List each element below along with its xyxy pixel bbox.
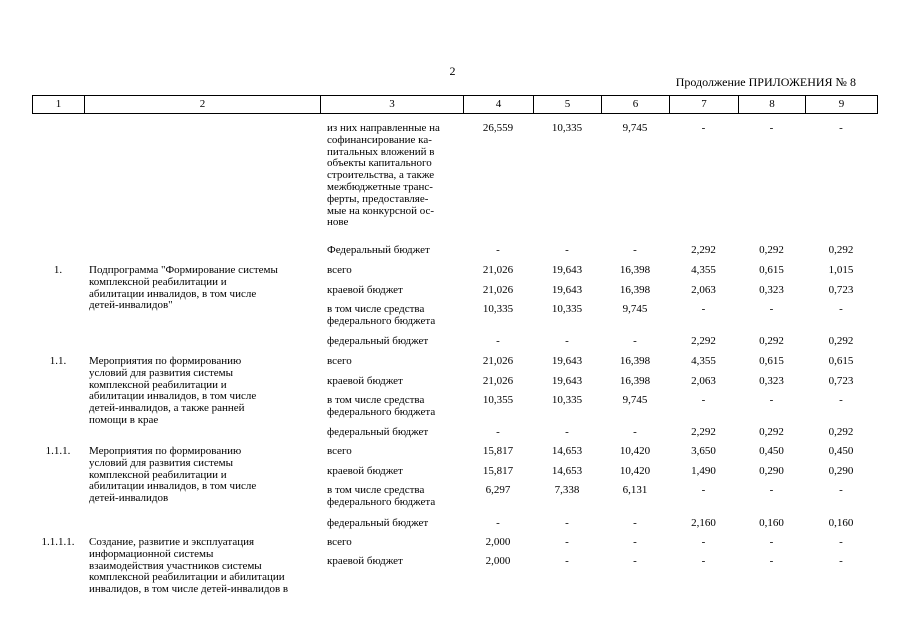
value-col-5: -	[565, 244, 569, 256]
funding-source-label: в том числе средства	[327, 303, 425, 315]
section-title-line: детей-инвалидов, а также ранней	[89, 402, 245, 415]
value-col-6: -	[633, 555, 637, 567]
value-col-5: 10,335	[551, 122, 583, 134]
value-col-8: 0,323	[759, 284, 784, 296]
value-col-9: 0,292	[828, 426, 854, 438]
value-col-9: 0,290	[828, 465, 854, 477]
value-col-6: -	[633, 426, 637, 438]
value-col-9: 0,160	[828, 517, 854, 529]
header-col-3: 3	[321, 96, 464, 114]
value-col-5: -	[565, 517, 569, 529]
value-col-9: 0,292	[828, 335, 854, 347]
header-col-5: 5	[534, 96, 602, 114]
funding-source-label: федеральный бюджет	[327, 517, 429, 529]
funding-source-label: федерального бюджета	[327, 495, 436, 508]
value-col-5: 19,643	[551, 284, 583, 296]
value-col-4: -	[496, 517, 500, 529]
value-col-6: 9,745	[622, 394, 648, 406]
value-col-8: -	[769, 555, 774, 567]
value-col-4: 15,817	[482, 445, 514, 457]
funding-source-label: ферты, предоставляе-	[327, 192, 429, 205]
table-header	[32, 95, 878, 114]
continuation-label: Продолжение ПРИЛОЖЕНИЯ № 8	[675, 75, 856, 89]
value-col-8: 0,450	[759, 445, 784, 457]
funding-source-label: объекты капитального	[327, 157, 432, 170]
section-title-line: информационной системы	[89, 547, 214, 560]
value-col-5: -	[565, 335, 569, 347]
funding-source-label: федерального бюджета	[327, 314, 436, 327]
funding-source-label: в том числе средства	[327, 484, 425, 496]
value-col-4: 2,000	[485, 536, 511, 548]
value-col-4: 15,817	[482, 465, 514, 477]
section-title-line: абилитации инвалидов, в том числе	[89, 287, 257, 300]
funding-source-label: из них направленные на	[327, 122, 440, 134]
value-col-6: -	[633, 244, 637, 256]
value-col-4: 21,026	[482, 284, 514, 296]
value-col-9: 0,723	[828, 375, 854, 387]
value-col-6: -	[633, 536, 637, 548]
header-col-7: 7	[670, 96, 739, 114]
value-col-9: -	[839, 484, 843, 496]
value-col-6: -	[633, 517, 637, 529]
value-col-6: 9,745	[622, 122, 648, 134]
value-col-8: 0,292	[759, 244, 784, 256]
header-col-6: 6	[602, 96, 670, 114]
value-col-9: -	[839, 536, 843, 548]
value-col-5: 7,338	[554, 484, 580, 496]
value-col-7: -	[701, 394, 706, 406]
page-number: 2	[449, 64, 456, 78]
value-col-9: 0,292	[828, 244, 854, 256]
section-number: 1.1.1.	[45, 445, 71, 457]
funding-source-label: всего	[327, 445, 352, 457]
section-number: 1.1.1.1.	[41, 536, 75, 548]
value-col-5: 19,643	[551, 264, 583, 276]
funding-source-label: мые на конкурсной ос-	[327, 204, 435, 217]
value-col-4: -	[496, 244, 500, 256]
section-title-line: Подпрограмма "Формирование системы	[89, 264, 278, 276]
value-col-4: 6,297	[485, 484, 511, 496]
value-col-7: -	[701, 303, 706, 315]
funding-source-label: питальных вложений в	[327, 145, 435, 158]
funding-source-label: всего	[327, 536, 352, 548]
value-col-7: 3,650	[691, 445, 716, 457]
value-col-5: -	[565, 536, 569, 548]
funding-source-label: нове	[327, 216, 349, 229]
funding-source-label: межбюджетные транс-	[327, 181, 433, 193]
value-col-4: 21,026	[482, 264, 514, 276]
value-col-4: 10,355	[482, 394, 514, 406]
header-col-4: 4	[464, 96, 534, 114]
value-col-5: 14,653	[551, 465, 583, 477]
section-title-line: комплексной реабилитации и	[89, 378, 227, 391]
value-col-6: 16,398	[619, 355, 651, 367]
section-title-line: взаимодействия участников системы	[89, 559, 262, 572]
funding-source-label: софинансирование ка-	[327, 133, 432, 146]
value-col-7: 4,355	[691, 264, 716, 276]
section-title-line: Мероприятия по формированию	[89, 445, 242, 457]
value-col-9: 1,015	[828, 264, 854, 276]
value-col-4: 26,559	[482, 122, 514, 134]
value-col-8: 0,290	[759, 465, 784, 477]
funding-source-label: федеральный бюджет	[327, 426, 429, 438]
funding-source-label: в том числе средства	[327, 394, 425, 406]
funding-source-label: всего	[327, 264, 352, 276]
funding-source-label: строительства, а также	[327, 169, 435, 182]
value-col-7: -	[701, 122, 706, 134]
funding-source-label: федеральный бюджет	[327, 335, 429, 347]
funding-source-label: всего	[327, 355, 352, 367]
value-col-5: -	[565, 555, 569, 567]
value-col-9: 0,615	[828, 355, 854, 367]
value-col-6: 16,398	[619, 284, 651, 296]
funding-source-label: краевой бюджет	[327, 284, 403, 296]
value-col-8: 0,323	[759, 375, 784, 387]
section-title-line: комплексной реабилитации и	[89, 275, 227, 288]
section-title-line: Мероприятия по формированию	[89, 355, 242, 367]
value-col-4: -	[496, 335, 500, 347]
section-title-line: комплексной реабилитации и	[89, 468, 227, 481]
section-title-line: детей-инвалидов	[89, 492, 169, 505]
funding-source-label: Федеральный бюджет	[327, 244, 430, 256]
value-col-9: 0,450	[828, 445, 854, 457]
value-col-8: 0,292	[759, 426, 784, 438]
value-col-4: -	[496, 426, 500, 438]
value-col-5: 19,643	[551, 375, 583, 387]
value-col-7: 2,063	[691, 284, 716, 296]
section-title-line: комплексной реабилитации и абилитации	[89, 571, 285, 584]
value-col-4: 21,026	[482, 375, 514, 387]
header-col-1: 1	[33, 96, 85, 114]
section-title-line: инвалидов, в том числе детей-инвалидов в	[89, 583, 289, 596]
value-col-5: 10,335	[551, 303, 583, 315]
section-number: 1.1.	[49, 355, 67, 367]
value-col-6: -	[633, 335, 637, 347]
section-number: 1.	[53, 264, 63, 276]
value-col-8: 0,615	[759, 355, 784, 367]
value-col-8: 0,292	[759, 335, 784, 347]
value-col-8: -	[769, 484, 774, 496]
value-col-8: 0,615	[759, 264, 784, 276]
value-col-6: 6,131	[622, 484, 648, 496]
value-col-9: 0,723	[828, 284, 854, 296]
value-col-5: 19,643	[551, 355, 583, 367]
funding-source-label: краевой бюджет	[327, 555, 403, 567]
section-title-line: абилитации инвалидов, в том числе	[89, 480, 257, 493]
value-col-9: -	[839, 394, 843, 406]
value-col-6: 10,420	[619, 465, 651, 477]
value-col-7: 2,292	[691, 335, 716, 347]
value-col-6: 16,398	[619, 375, 651, 387]
value-col-8: -	[769, 122, 774, 134]
funding-source-label: федерального бюджета	[327, 405, 436, 418]
header-col-2: 2	[85, 96, 321, 114]
value-col-4: 10,335	[482, 303, 514, 315]
section-title-line: условий для развития системы	[89, 366, 233, 379]
value-col-7: 2,063	[691, 375, 716, 387]
value-col-7: 1,490	[691, 465, 716, 477]
value-col-7: -	[701, 484, 706, 496]
value-col-7: 4,355	[691, 355, 716, 367]
value-col-7: -	[701, 555, 706, 567]
value-col-8: -	[769, 303, 774, 315]
value-col-6: 10,420	[619, 445, 651, 457]
value-col-7: -	[701, 536, 706, 548]
funding-source-label: краевой бюджет	[327, 465, 403, 477]
value-col-7: 2,292	[691, 244, 716, 256]
value-col-9: -	[839, 303, 843, 315]
value-col-6: 16,398	[619, 264, 651, 276]
value-col-4: 2,000	[485, 555, 511, 567]
header-col-8: 8	[739, 96, 806, 114]
section-title-line: условий для развития системы	[89, 456, 233, 469]
value-col-9: -	[839, 122, 843, 134]
header-col-9: 9	[806, 96, 878, 114]
section-title-line: детей-инвалидов"	[89, 299, 173, 312]
funding-source-label: краевой бюджет	[327, 375, 403, 387]
value-col-8: 0,160	[759, 517, 784, 529]
value-col-6: 9,745	[622, 303, 648, 315]
section-title-line: помощи в крае	[89, 414, 159, 426]
value-col-4: 21,026	[482, 355, 514, 367]
section-title-line: Создание, развитие и эксплуатация	[89, 536, 255, 548]
value-col-8: -	[769, 536, 774, 548]
value-col-5: 10,335	[551, 394, 583, 406]
value-col-8: -	[769, 394, 774, 406]
section-title-line: абилитации инвалидов, в том числе	[89, 390, 257, 403]
value-col-7: 2,160	[691, 517, 716, 529]
value-col-7: 2,292	[691, 426, 716, 438]
value-col-5: 14,653	[551, 445, 583, 457]
value-col-5: -	[565, 426, 569, 438]
value-col-9: -	[839, 555, 843, 567]
